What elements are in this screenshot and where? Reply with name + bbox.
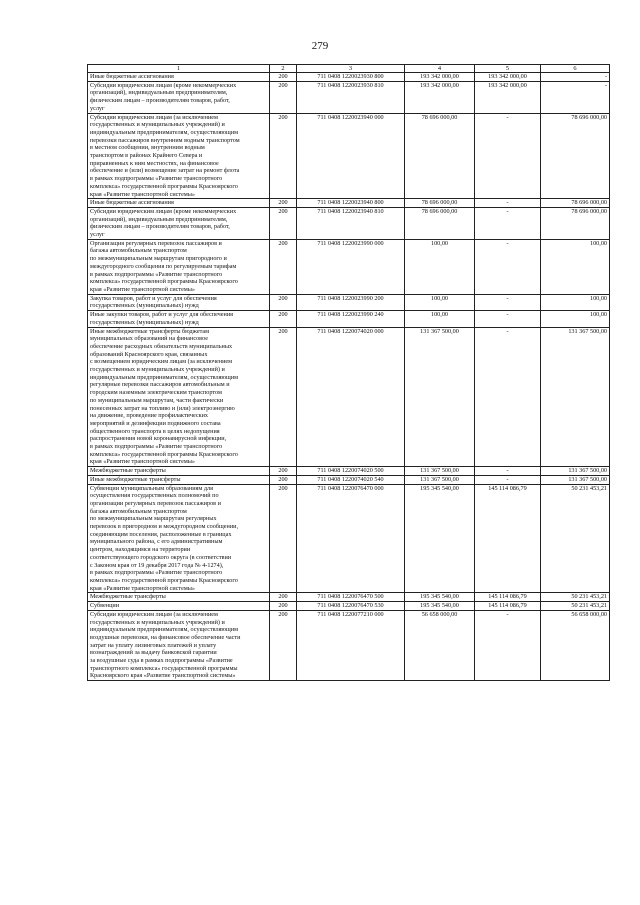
table-body bbox=[88, 73, 610, 681]
row-description bbox=[88, 467, 270, 476]
row-description-text: Межбюджетные трансферты bbox=[90, 467, 166, 475]
row-amount-col6: 131 367 500,00 bbox=[541, 467, 610, 476]
table-row bbox=[88, 311, 610, 327]
header-cell: 5 bbox=[475, 65, 541, 73]
table-row bbox=[88, 81, 610, 113]
table-row bbox=[88, 113, 610, 199]
table-row bbox=[88, 239, 610, 294]
row-description-text: Иные бюджетные ассигнования bbox=[90, 199, 174, 207]
page-number: 279 bbox=[311, 40, 329, 52]
row-amount-col5: - bbox=[475, 113, 541, 199]
row-description bbox=[88, 239, 270, 294]
row-description-text: Иные закупки товаров, работ и услуг для обеспечения государственных (муниципальных) нужд bbox=[90, 311, 233, 326]
row-description bbox=[88, 475, 270, 484]
row-code: 200 bbox=[270, 73, 297, 82]
row-amount-col5: 145 114 086,79 bbox=[475, 593, 541, 602]
row-amount-col5: - bbox=[475, 475, 541, 484]
row-classification: 711 0408 1220023990 000 bbox=[297, 239, 405, 294]
table-row bbox=[88, 199, 610, 208]
table-row bbox=[88, 73, 610, 82]
row-amount-col5: 145 114 086,79 bbox=[475, 484, 541, 593]
row-classification: 711 0408 1220076470 000 bbox=[297, 484, 405, 593]
row-amount-col6: 100,00 bbox=[541, 311, 610, 327]
row-amount-total: 193 342 000,00 bbox=[405, 81, 475, 113]
row-code: 200 bbox=[270, 113, 297, 199]
row-description-text: Межбюджетные трансферты bbox=[90, 593, 166, 601]
header-row bbox=[88, 65, 610, 73]
row-amount-col6: 56 658 000,00 bbox=[541, 610, 610, 680]
row-classification: 711 0408 1220077210 000 bbox=[297, 610, 405, 680]
row-amount-total: 100,00 bbox=[405, 311, 475, 327]
row-description-text: Иные межбюджетные трансферты бюджетам муниципальных образований на финансовое обеспечение расходных обязательств муниципальных образований Красноярского края, связанных с возмещением юридическим лицам (за исключением государственных и муниципальных учреждений) и индивидуальным предпринимателям, осуществляющим регулярные перевозки пассажиров автомобильным и городским наземным электрическим транспортом по муниципальным маршрутам, части фактически понесенных затрат на топливо и (или) электроэнергию на движение, проведение профилактических мероприятий и дезинфекции подвижного состава общественного транспорта в целях недопущения распространения новой коронавирусной инфекции, в рамках подпрограммы «Развитие транспортного комплекса» государственной программы Красноярского края «Развитие транспортной системы» bbox=[90, 327, 239, 466]
row-description-text: Субсидии юридическим лицам (за исключением государственных и муниципальных учреждений) и индивидуальным предпринимателям, осуществляющим воздушные перевозки, на финансовое обеспечение части затрат на уплату лизинговых платежей и уплату вознаграждений за выдачу банковской гарантии за воздушные суда в рамках подпрограммы «Развитие транспортного комплекса» государственной программы Красноярского края «Развитие транспортной системы» bbox=[90, 610, 241, 680]
row-amount-col5: - bbox=[475, 327, 541, 467]
row-amount-total: 195 345 540,00 bbox=[405, 484, 475, 593]
row-amount-col6: 131 367 500,00 bbox=[541, 475, 610, 484]
row-description bbox=[88, 199, 270, 208]
row-description bbox=[88, 81, 270, 113]
row-code: 200 bbox=[270, 311, 297, 327]
header-cell: 2 bbox=[270, 65, 297, 73]
row-classification: 711 0408 1220023940 810 bbox=[297, 207, 405, 239]
row-code: 200 bbox=[270, 327, 297, 467]
row-amount-col6: 50 231 453,21 bbox=[541, 484, 610, 593]
row-amount-total: 100,00 bbox=[405, 239, 475, 294]
table-row bbox=[88, 207, 610, 239]
row-amount-col6: 131 367 500,00 bbox=[541, 327, 610, 467]
row-classification: 711 0408 1220023930 810 bbox=[297, 81, 405, 113]
row-description-text: Субсидии юридическим лицам (кроме некоммерческих организаций), индивидуальным предпринимателям, физическим лицам – производителям товаров, работ, услуг bbox=[90, 207, 237, 239]
row-code: 200 bbox=[270, 207, 297, 239]
table-row bbox=[88, 593, 610, 602]
row-classification: 711 0408 1220023930 800 bbox=[297, 73, 405, 82]
row-amount-col6: 78 696 000,00 bbox=[541, 113, 610, 199]
row-amount-col5: - bbox=[475, 311, 541, 327]
row-description bbox=[88, 207, 270, 239]
row-amount-col5: 193 342 000,00 bbox=[475, 81, 541, 113]
row-code: 200 bbox=[270, 602, 297, 611]
row-classification: 711 0408 1220076470 500 bbox=[297, 593, 405, 602]
row-description-text: Субсидии юридическим лицам (за исключением государственных и муниципальных учреждений) и индивидуальным предпринимателям, осуществляющим перевозки пассажиров внутренним водным транспортом в местном сообщении, внутренним водным транспортом в районах Крайнего Севера и приравненных к ним местностях, на финансовое обеспечение и (или) возмещение затрат на ремонт флота в рамках подпрограммы «Развитие транспортного комплекса» государственной программы Красноярского края «Развитие транспортной системы» bbox=[90, 113, 240, 198]
row-description-text: Субвенции bbox=[90, 602, 120, 610]
row-amount-col6: 50 231 453,21 bbox=[541, 602, 610, 611]
row-amount-col5: - bbox=[475, 207, 541, 239]
table-row bbox=[88, 475, 610, 484]
row-amount-col5: - bbox=[475, 294, 541, 310]
row-amount-total: 56 658 000,00 bbox=[405, 610, 475, 680]
row-amount-total: 78 696 000,00 bbox=[405, 207, 475, 239]
table-row bbox=[88, 327, 610, 467]
row-classification: 711 0408 1220074020 540 bbox=[297, 475, 405, 484]
row-code: 200 bbox=[270, 239, 297, 294]
row-amount-total: 100,00 bbox=[405, 294, 475, 310]
table-row bbox=[88, 484, 610, 593]
row-code: 200 bbox=[270, 610, 297, 680]
row-classification: 711 0408 1220074020 500 bbox=[297, 467, 405, 476]
table-row bbox=[88, 602, 610, 611]
row-description bbox=[88, 311, 270, 327]
row-amount-col5: - bbox=[475, 610, 541, 680]
row-amount-col6: 78 696 000,00 bbox=[541, 199, 610, 208]
row-description-text: Организация регулярных перевозок пассажиров и багажа автомобильным транспортом по межмуниципальным маршрутам пригородного и междугородного сообщения по регулируемым тарифам в рамках подпрограммы «Развитие транспортного комплекса» государственной программы Красноярского края «Развитие транспортной системы» bbox=[90, 239, 238, 293]
row-code: 200 bbox=[270, 484, 297, 593]
row-amount-total: 78 696 000,00 bbox=[405, 113, 475, 199]
header-cell: 4 bbox=[405, 65, 475, 73]
row-amount-total: 131 367 500,00 bbox=[405, 475, 475, 484]
row-code: 200 bbox=[270, 475, 297, 484]
row-amount-col5: - bbox=[475, 199, 541, 208]
row-classification: 711 0408 1220023940 000 bbox=[297, 113, 405, 199]
row-description-text: Иные межбюджетные трансферты bbox=[90, 475, 181, 483]
header-cell: 1 bbox=[88, 65, 270, 73]
row-amount-col5: 145 114 086,79 bbox=[475, 602, 541, 611]
row-amount-col6: 100,00 bbox=[541, 239, 610, 294]
header-cell: 3 bbox=[297, 65, 405, 73]
row-amount-col6: - bbox=[541, 73, 610, 82]
row-description bbox=[88, 602, 270, 611]
row-amount-total: 195 345 540,00 bbox=[405, 602, 475, 611]
row-amount-col6: 100,00 bbox=[541, 294, 610, 310]
row-description bbox=[88, 294, 270, 310]
row-classification: 711 0408 1220023940 800 bbox=[297, 199, 405, 208]
row-code: 200 bbox=[270, 81, 297, 113]
header-cell: 6 bbox=[541, 65, 610, 73]
row-description bbox=[88, 593, 270, 602]
row-classification: 711 0408 1220076470 530 bbox=[297, 602, 405, 611]
table-row bbox=[88, 467, 610, 476]
row-description-text: Субвенции муниципальным образованиям для осуществления государственных полномочий по организации регулярных перевозок пассажиров и багажа автомобильным транспортом по межмуниципальным маршрутам регулярных перевозок в пригородном и междугородном сообщении, соединяющим поселения, расположенные в границах муниципального района, с его административным центром, находящимся на территории соответствующего городского округа (в соответствии с Законом края от 19 декабря 2017 года № 4-1274), в рамках подпрограммы «Развитие транспортного комплекса» государственной программы Красноярского края «Развитие транспортной системы» bbox=[90, 484, 238, 592]
row-amount-col6: - bbox=[541, 81, 610, 113]
row-description bbox=[88, 113, 270, 199]
row-description-text: Иные бюджетные ассигнования bbox=[90, 73, 174, 80]
row-code: 200 bbox=[270, 593, 297, 602]
row-description-text: Закупка товаров, работ и услуг для обеспечения государственных (муниципальных) нужд bbox=[90, 294, 217, 310]
row-classification: 711 0408 1220074020 000 bbox=[297, 327, 405, 467]
row-amount-total: 193 342 000,00 bbox=[405, 73, 475, 82]
row-code: 200 bbox=[270, 467, 297, 476]
row-amount-col6: 78 696 000,00 bbox=[541, 207, 610, 239]
row-description bbox=[88, 73, 270, 82]
row-code: 200 bbox=[270, 199, 297, 208]
row-description bbox=[88, 484, 270, 593]
budget-table bbox=[87, 64, 610, 681]
row-amount-col5: - bbox=[475, 239, 541, 294]
row-amount-total: 131 367 500,00 bbox=[405, 327, 475, 467]
row-classification: 711 0408 1220023990 200 bbox=[297, 294, 405, 310]
row-amount-total: 195 345 540,00 bbox=[405, 593, 475, 602]
row-amount-col5: - bbox=[475, 467, 541, 476]
table-row bbox=[88, 294, 610, 310]
table-row bbox=[88, 610, 610, 680]
row-amount-col6: 50 231 453,21 bbox=[541, 593, 610, 602]
row-classification: 711 0408 1220023990 240 bbox=[297, 311, 405, 327]
row-description-text: Субсидии юридическим лицам (кроме некоммерческих организаций), индивидуальным предпринимателям, физическим лицам – производителям товаров, работ, услуг bbox=[90, 81, 237, 112]
row-amount-total: 78 696 000,00 bbox=[405, 199, 475, 208]
row-amount-col5: 193 342 000,00 bbox=[475, 73, 541, 82]
row-code: 200 bbox=[270, 294, 297, 310]
row-amount-total: 131 367 500,00 bbox=[405, 467, 475, 476]
row-description bbox=[88, 610, 270, 680]
row-description bbox=[88, 327, 270, 467]
